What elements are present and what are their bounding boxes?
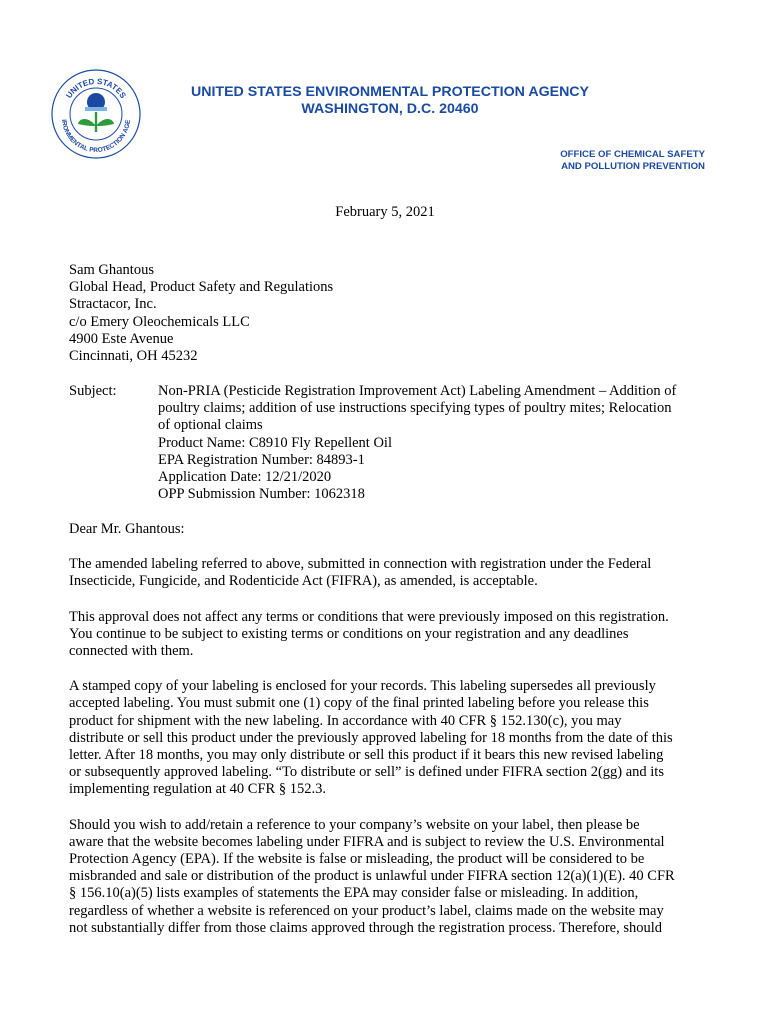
letter-date: February 5, 2021 (335, 204, 435, 220)
office-line: OFFICE OF CHEMICAL SAFETY (560, 149, 705, 160)
address-line: Cincinnati, OH 45232 (69, 348, 198, 365)
paragraph-line: accepted labeling. You must submit one (1) copy of the final printed labeling before you release this (69, 695, 649, 712)
recipient-address (69, 262, 333, 365)
subject-line: Application Date: 12/21/2020 (158, 469, 332, 486)
office-line: AND POLLUTION PREVENTION (561, 161, 705, 172)
address-line: Global Head, Product Safety and Regulations (69, 279, 334, 296)
subject-label: Subject: (69, 383, 117, 399)
paragraph-labeling (69, 678, 717, 798)
subject-line: poultry claims; addition of use instructions specifying types of poultry mites; Relocation (158, 400, 672, 417)
paragraph-line: This approval does not affect any terms or conditions that were previously imposed on this registration. (69, 608, 669, 625)
salutation: Dear Mr. Ghantous: (69, 521, 185, 537)
paragraph-line: The amended labeling referred to above, submitted in connection with registration under the Federal (69, 556, 652, 573)
paragraph-line: or subsequently approved labeling. “To distribute or sell” is defined under FIFRA section 2(gg) and its (69, 764, 664, 781)
office-name (545, 149, 705, 173)
paragraph-line: aware that the website becomes labeling under FIFRA and is subject to review the U.S. Environmental (69, 833, 665, 850)
paragraph-line: distribute or sell this product under the previously approved labeling for 18 months from the date of this (69, 729, 673, 746)
seal-text-top: UNITED STATES (64, 76, 128, 100)
address-line: 4900 Este Avenue (69, 330, 174, 347)
subject-line: Non-PRIA (Pesticide Registration Improvement Act) Labeling Amendment – Addition of (158, 383, 677, 399)
seal-text-right: AGE (121, 119, 132, 135)
paragraph-acceptance (69, 556, 717, 590)
agency-name: UNITED STATES ENVIRONMENTAL PROTECTION AGENCY (190, 84, 590, 100)
agency-heading (160, 84, 620, 118)
agency-location: WASHINGTON, D.C. 20460 (301, 101, 479, 117)
paragraph-website (69, 817, 717, 937)
subject-line: of optional claims (158, 417, 263, 434)
paragraph-line: not substantially differ from those claims approved through the registration process. Therefore, should (69, 919, 663, 936)
letter-body (69, 521, 717, 955)
address-line: c/o Emery Oleochemicals LLC (69, 313, 250, 330)
paragraph-line: Protection Agency (EPA). If the website is false or misleading, the product will be considered to be (69, 851, 645, 868)
subject-line: EPA Registration Number: 84893-1 (158, 451, 365, 468)
epa-seal-logo (48, 66, 144, 162)
paragraph-line: connected with them. (69, 643, 194, 660)
paragraph-line: letter. After 18 months, you may only distribute or sell this product if it bears this new revised labeling (69, 747, 664, 764)
address-line: Stractacor, Inc. (69, 296, 157, 313)
paragraph-line: product for shipment with the new labeling. In accordance with 40 CFR § 152.130(c), you may (69, 712, 622, 729)
paragraph-line: misbranded and sale or distribution of the product is unlawful under FIFRA section 12(a)(1)(E). 40 CFR (69, 868, 675, 885)
subject-block (158, 383, 718, 503)
paragraph-line: A stamped copy of your labeling is enclosed for your records. This labeling supersedes all previously (69, 678, 656, 695)
subject-line: OPP Submission Number: 1062318 (158, 486, 365, 503)
paragraph-line: Insecticide, Fungicide, and Rodenticide Act (FIFRA), as amended, is acceptable. (69, 573, 538, 590)
paragraph-line: regardless of whether a website is referenced on your product’s label, claims made on the website may (69, 902, 664, 919)
seal-text-bottom: PROTECTION (88, 132, 128, 155)
subject-line: Product Name: C8910 Fly Repellent Oil (158, 434, 392, 451)
address-line: Sam Ghantous (69, 262, 154, 278)
paragraph-line: § 156.10(a)(5) lists examples of statements the EPA may consider false or misleading. In addition, (69, 885, 639, 902)
paragraph-line: You continue to be subject to existing terms or conditions on your registration and any deadlines (69, 625, 629, 642)
paragraph-line: Should you wish to add/retain a reference to your company’s website on your label, then please be (69, 816, 640, 833)
paragraph-terms (69, 609, 717, 661)
seal-text-left: IRONMENTAL (60, 119, 89, 153)
paragraph-line: implementing regulation at 40 CFR § 152.3. (69, 781, 326, 798)
